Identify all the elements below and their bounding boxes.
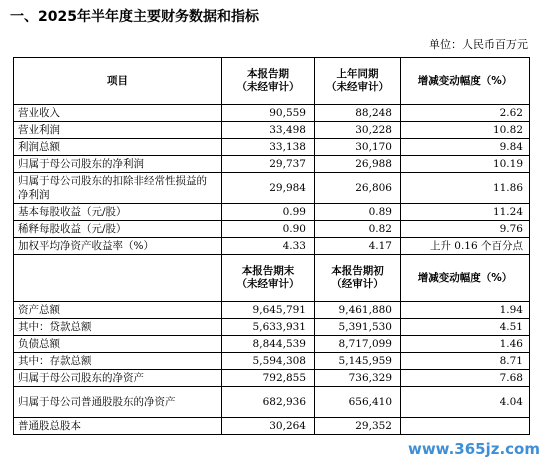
row-label: 归属于母公司股东的净资产	[14, 370, 222, 387]
row-prior-value: 26,988	[315, 156, 401, 173]
header-prior-period-line2: （未经审计）	[326, 81, 389, 93]
row-change-value: 上升 0.16 个百分点	[401, 238, 530, 255]
row-prior-value: 30,170	[315, 139, 401, 156]
table-row	[14, 302, 530, 319]
table-row	[14, 418, 530, 435]
row-prior-value: 8,717,099	[315, 336, 401, 353]
row-label: 稀释每股收益（元/股）	[14, 221, 222, 238]
row-prior-value: 9,461,880	[315, 302, 401, 319]
row-current-value: 90,559	[222, 105, 315, 122]
row-current-value: 29,984	[222, 173, 315, 204]
row-change-value: 4.51	[401, 319, 530, 336]
row-change-value: 10.19	[401, 156, 530, 173]
header-current-period-line2: （未经审计）	[236, 81, 300, 93]
row-change-value: 2.62	[401, 105, 530, 122]
table-row	[14, 336, 530, 353]
row-current-value: 33,498	[222, 122, 315, 139]
table-row	[14, 387, 530, 418]
table-row	[14, 139, 530, 156]
section-title: 一、2025年半年度主要财务数据和指标	[10, 9, 259, 25]
row-change-value: 9.76	[401, 221, 530, 238]
row-prior-value: 656,410	[315, 387, 401, 418]
row-current-value: 5,594,308	[222, 353, 315, 370]
row-prior-value: 5,391,530	[315, 319, 401, 336]
header-change-balance: 增减变动幅度（%）	[401, 255, 530, 302]
row-change-value	[401, 418, 530, 435]
row-prior-value: 5,145,959	[315, 353, 401, 370]
row-label: 营业收入	[14, 105, 222, 122]
row-label: 其中：贷款总额	[14, 319, 222, 336]
table-row	[14, 370, 530, 387]
row-label: 其中：存款总额	[14, 353, 222, 370]
row-change-value: 11.24	[401, 204, 530, 221]
header-period-start	[315, 255, 401, 302]
header-current-period-line1: 本报告期	[247, 68, 289, 80]
header-current-period	[222, 58, 315, 105]
row-change-value: 10.82	[401, 122, 530, 139]
row-prior-value: 26,806	[315, 173, 401, 204]
row-label: 归属于母公司普通股股东的净资产	[14, 387, 222, 418]
row-change-value: 7.68	[401, 370, 530, 387]
row-prior-value: 0.89	[315, 204, 401, 221]
header-item-blank	[14, 255, 222, 302]
row-current-value: 4.33	[222, 238, 315, 255]
row-current-value: 30,264	[222, 418, 315, 435]
table-row	[14, 319, 530, 336]
row-current-value: 33,138	[222, 139, 315, 156]
header-prior-period-line1: 上年同期	[336, 68, 379, 80]
header-change: 增减变动幅度（%）	[401, 58, 530, 105]
row-current-value: 0.99	[222, 204, 315, 221]
row-label: 资产总额	[14, 302, 222, 319]
header-period-end-line1: 本报告期末	[241, 265, 295, 277]
row-prior-value: 4.17	[315, 238, 401, 255]
header-period-start-line2: （经审计）	[331, 278, 384, 290]
row-change-value: 11.86	[401, 173, 530, 204]
table-row	[14, 353, 530, 370]
row-current-value: 0.90	[222, 221, 315, 238]
row-prior-value: 29,352	[315, 418, 401, 435]
row-label: 负债总额	[14, 336, 222, 353]
table-row	[14, 122, 530, 139]
table-row	[14, 105, 530, 122]
row-label: 加权平均净资产收益率（%）	[14, 238, 222, 255]
header-period-end	[222, 255, 315, 302]
row-change-value: 8.71	[401, 353, 530, 370]
table-row	[14, 221, 530, 238]
header-period-start-line1: 本报告期初	[331, 265, 384, 277]
row-change-value: 4.04	[401, 387, 530, 418]
table-row	[14, 156, 530, 173]
table-row	[14, 173, 530, 204]
row-label: 归属于母公司股东的净利润	[14, 156, 222, 173]
row-label: 归属于母公司股东的扣除非经常性损益的净利润	[14, 173, 222, 204]
table-row	[14, 204, 530, 221]
table-row	[14, 238, 530, 255]
row-current-value: 792,855	[222, 370, 315, 387]
row-label: 基本每股收益（元/股）	[14, 204, 222, 221]
table-header-row	[14, 58, 530, 105]
row-label: 营业利润	[14, 122, 222, 139]
row-current-value: 29,737	[222, 156, 315, 173]
watermark-logo: www.365jz.com	[407, 440, 540, 458]
row-label: 利润总额	[14, 139, 222, 156]
row-change-value: 9.84	[401, 139, 530, 156]
table-header-row-balance	[14, 255, 530, 302]
row-label: 普通股总股本	[14, 418, 222, 435]
row-prior-value: 30,228	[315, 122, 401, 139]
row-change-value: 1.46	[401, 336, 530, 353]
header-prior-period	[315, 58, 401, 105]
row-prior-value: 736,329	[315, 370, 401, 387]
row-prior-value: 0.82	[315, 221, 401, 238]
row-current-value: 5,633,931	[222, 319, 315, 336]
header-item: 项目	[14, 58, 222, 105]
row-change-value: 1.94	[401, 302, 530, 319]
row-current-value: 9,645,791	[222, 302, 315, 319]
row-current-value: 682,936	[222, 387, 315, 418]
header-period-end-line2: （未经审计）	[236, 278, 300, 290]
financial-table	[13, 57, 530, 435]
row-prior-value: 88,248	[315, 105, 401, 122]
unit-note: 单位：人民币百万元	[429, 38, 528, 51]
row-current-value: 8,844,539	[222, 336, 315, 353]
